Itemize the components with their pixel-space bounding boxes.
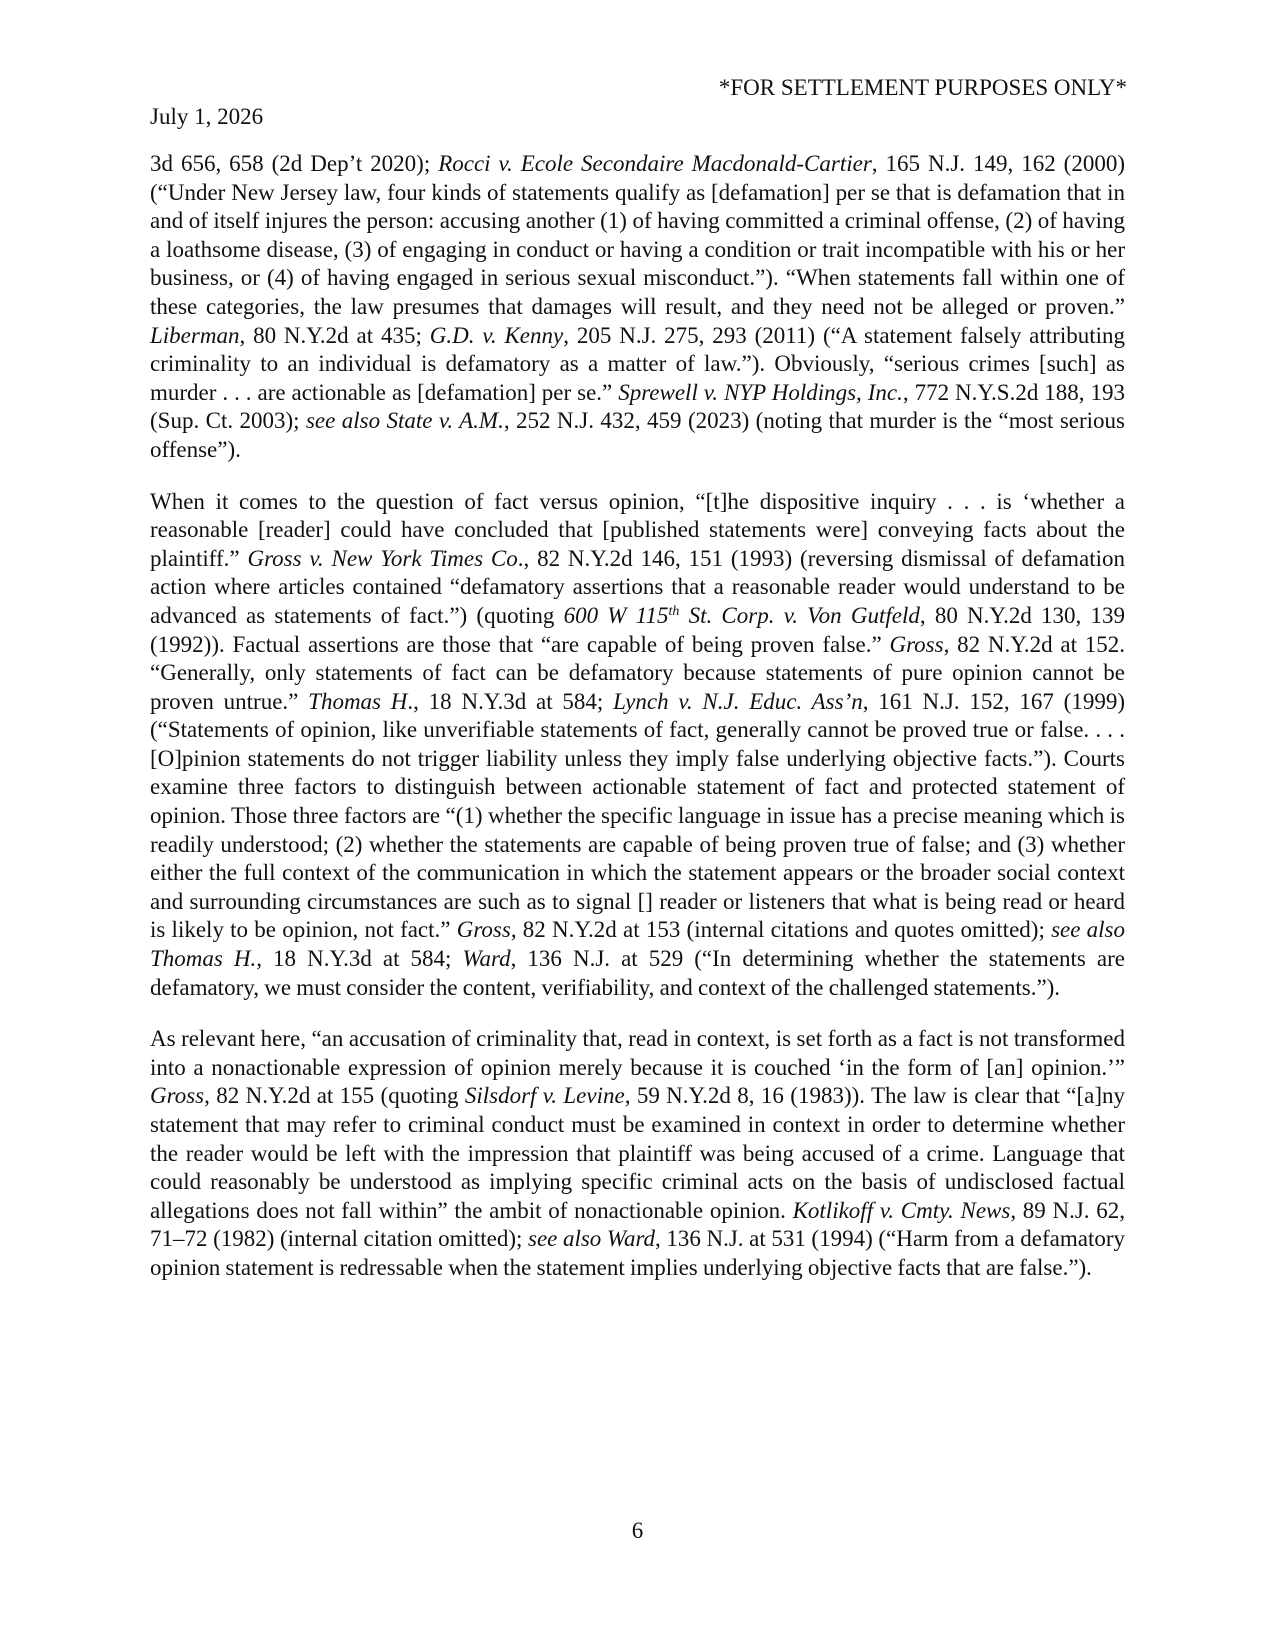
citation-text: Gross: [150, 1083, 205, 1109]
letter-date: July 1, 2026: [150, 104, 264, 129]
paragraph-fact-versus-opinion: [150, 488, 1125, 1003]
body-text-run: , 89 N.J. 62, 71–72 (1982) (internal citation omitted);: [150, 1197, 1126, 1252]
citation-text: Gross: [456, 917, 511, 943]
citation-text: Kotlikoff v. Cmty. News: [792, 1197, 1011, 1223]
citation-text: see also State v. A.M.: [305, 408, 504, 434]
citation-text: Liberman: [150, 322, 240, 348]
citation-text: Gross: [889, 631, 944, 657]
citation-text: Ward: [462, 946, 511, 972]
citation-text: Thomas H: [308, 688, 408, 714]
citation-text: St. Corp. v. Von Gutfeld: [679, 602, 920, 628]
citation-text: 600 W 115: [563, 602, 669, 628]
paragraph-accusation-of-criminality: [150, 1025, 1125, 1282]
citation-text: Rocci v. Ecole Secondaire Macdonald-Cartier: [438, 151, 872, 176]
body-text-run: , 82 N.Y.2d at 155 (quoting: [204, 1083, 465, 1109]
body-text-run: , 82 N.Y.2d at 152. “Generally, only statements of fact can be defamatory because statements of pure opinion cannot be proven untrue.”: [150, 631, 1125, 714]
body-text-run: , 136 N.J. at 529 (“In determining whether the statements are defamatory, we must consider the content, verifiability, and context of the challenged statements.”).: [150, 946, 1125, 1000]
body-text-run: 18 N.Y.3d at 584;: [262, 946, 463, 972]
citation-text: see also Ward: [528, 1226, 656, 1252]
paragraph-defamation-per-se: [150, 150, 1125, 465]
body-text-run: ., 82 N.Y.2d 146, 151 (1993) (reversing dismissal of defamation action where articles contained “defamatory assertions that a reasonable reader would understand to be advanced as statements of fact.”) (quoting: [150, 545, 1125, 628]
body-text-run: , 205 N.J. 275, 293 (2011) (“A statement falsely attributing criminality to an individual is defamatory as a matter of law.”). Obviously, “serious crimes [such] as murder . . . are actionable as [defamation] per se.”: [150, 322, 1125, 405]
citation-text: Silsdorf v. Levine: [464, 1083, 625, 1109]
citation-text: Lynch v. N.J. Educ. Ass’n: [613, 688, 863, 714]
body-text-run: , 59 N.Y.2d 8, 16 (1983)). The law is clear that “[a]ny statement that may refer to criminal conduct must be examined in context in order to determine whether the reader would be left with the impression that plaintiff was being accused of a crime. Language that could reasonably be understood as implying specific criminal acts on the basis of undisclosed factual allegations does not fall within” the ambit of nonactionable opinion.: [150, 1083, 1125, 1223]
body-text-run: , 80 N.Y.2d at 435;: [239, 322, 430, 348]
body-text-run: , 772 N.Y.S.2d 188, 193 (Sup. Ct. 2003);: [150, 379, 1125, 434]
body-text-run: When it comes to the question of fact versus opinion, “[t]he dispositive inquiry . . . is ‘whether a reasonable [reader] could have concluded that [published statements were] conveying facts about the plaintiff.”: [150, 488, 1125, 571]
citation-text: th: [668, 603, 680, 619]
page-number: 6: [631, 1518, 644, 1543]
settlement-notice: *FOR SETTLEMENT PURPOSES ONLY*: [718, 75, 1127, 100]
body-text-run: , 82 N.Y.2d at 153 (internal citations and quotes omitted);: [510, 917, 1052, 943]
citation-text: Sprewell v. NYP Holdings, Inc.: [618, 379, 903, 405]
citation-text: see also Thomas H.,: [150, 917, 1125, 972]
letter-body: [150, 150, 1125, 1283]
body-text-run: 3d 656, 658 (2d Dep’t 2020);: [150, 151, 439, 176]
body-text-run: , 136 N.J. at 531 (1994) (“Harm from a defamatory opinion statement is redressable when the statement implies underlying objective facts that are false.”).: [150, 1226, 1125, 1280]
citation-text: Gross v. New York Times Co: [247, 545, 518, 571]
citation-text: G.D. v. Kenny: [429, 322, 564, 348]
body-text-run: , 161 N.J. 152, 167 (1999) (“Statements of opinion, like unverifiable statements of fact, generally cannot be proved true or false. . . . [O]pinion statements do not trigger liability unless they imply false underlying objective facts.”). Courts examine three factors to distinguish between actionable statement of fact and protected statement of opinion. Those three factors are “(1) whether the specific language in issue has a precise meaning which is readily understood; (2) whether the statements are capable of being proven true of false; and (3) whether either the full context of the communication in which the statement appears or the broader social context and surrounding circumstances are such as to signal [] reader or listeners that what is being read or heard is likely to be opinion, not fact.”: [150, 688, 1125, 943]
body-text-run: ., 18 N.Y.3d at 584;: [407, 688, 614, 714]
body-text-run: , 80 N.Y.2d 130, 139 (1992)). Factual assertions are those that “are capable of being proven false.”: [150, 602, 1126, 657]
body-text-run: As relevant here, “an accusation of criminality that, read in context, is set forth as a fact is not transformed into a nonactionable expression of opinion merely because it is couched ‘in the form of [an] opinion.’”: [150, 1026, 1125, 1080]
body-text-run: , 165 N.J. 149, 162 (2000) (“Under New Jersey law, four kinds of statements qualify as [defamation] per se that is defamation that in and of itself injures the person: accusing another (1) of having committed a criminal offense, (2) of having a loathsome disease, (3) of engaging in conduct or having a condition or trait incompatible with his or her business, or (4) of having engaged in serious sexual misconduct.”). “When statements fall within one of these categories, the law presumes that damages will result, and they need not be alleged or proven.”: [150, 151, 1125, 319]
body-text-run: , 252 N.J. 432, 459 (2023) (noting that murder is the “most serious offense”).: [150, 408, 1126, 462]
